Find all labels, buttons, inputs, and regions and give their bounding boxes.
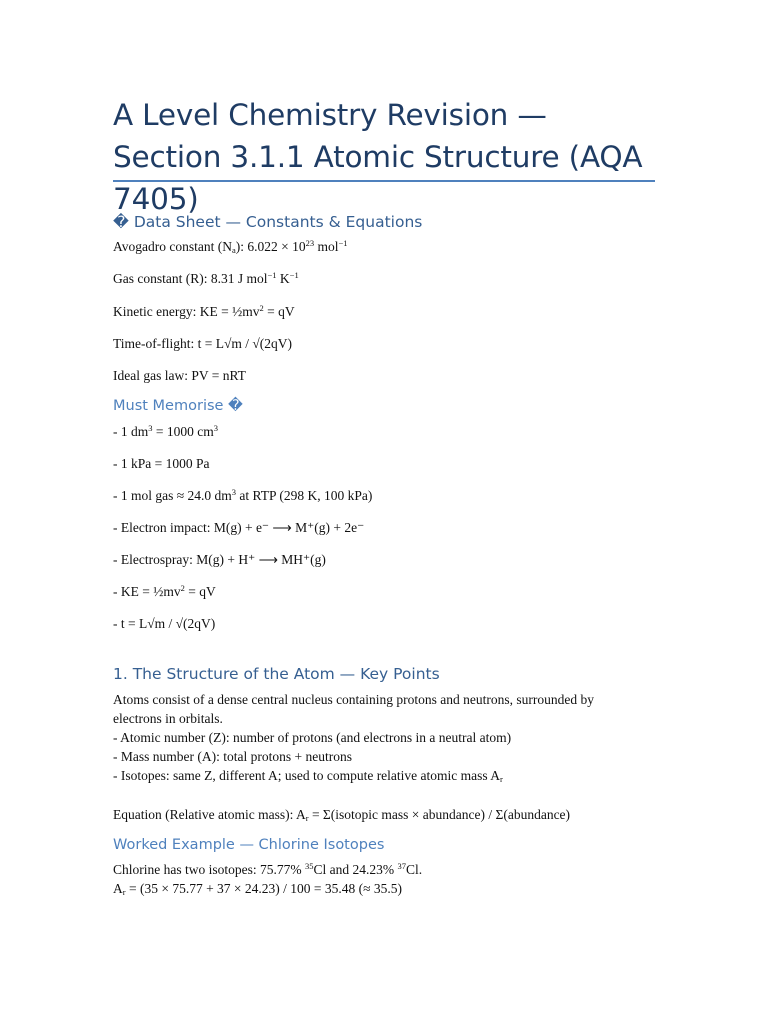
section1-heading: 1. The Structure of the Atom — Key Points [113,665,440,683]
relative-atomic-mass-equation: Equation (Relative atomic mass): $A_r$ = Σ(isotopic mass × abundance) / Σ(abundance) [113,807,571,823]
time-of-flight-line: Time-of-flight: t = L√m / √(2qV) [113,336,293,351]
chlorine-ar-calculation: $A_r = (35 \times 75.77 + 37 \times 24.23) / 100 = 35.48$ (≈ 35.5) [113,881,403,897]
mass-number-bullet: - Mass number (A): total protons + neutrons [113,749,352,764]
intro-line-2: electrons in orbitals. [113,711,223,726]
kinetic-energy-line: Kinetic energy: KE = $\frac{1}{2}mv^2$ = qV [113,303,295,319]
kpa-line: - 1 kPa = 1000 Pa [113,456,210,471]
dm3-line: - 1 $dm^3 = 1000$ $cm^3$ [113,423,218,439]
title-divider [113,180,655,182]
isotopes-bullet: - Isotopes: same Z, different A; used to compute relative atomic mass $A_r$ [113,768,503,784]
gas-constant-line: Gas constant (R): 8.31 J mol$^{-1}$ $K^{-1}$ [113,270,299,286]
ke-line: - KE = $\frac{1}{2}mv^2$ = qV [113,583,216,599]
ideal-gas-line: Ideal gas law: PV = nRT [113,368,246,383]
t-line: - t = L√m / √(2qV) [113,616,216,631]
electron-impact-line: - Electron impact: M(g) + e⁻ ⟶ M⁺(g) + 2e⁻ [113,520,365,535]
worked-example-heading: Worked Example — Chlorine Isotopes [113,837,385,853]
electrospray-line: - Electrospray: M(g) + H⁺ ⟶ MH⁺(g) [113,552,326,567]
mol-gas-line: - 1 mol gas ≈ 24.0 $dm^3$ at RTP (298 K, 100 kPa) [113,487,373,503]
intro-line-1: Atoms consist of a dense central nucleus containing protons and neutrons, surrounded by [113,692,595,707]
data-sheet-heading: � Data Sheet — Constants & Equations [113,213,423,231]
chlorine-isotopes-line: Chlorine has two isotopes: 75.77% $^{35}$Cl and 24.23% $^{37}$Cl. [113,861,423,877]
page-title: A Level Chemistry Revision — Section 3.1.1 Atomic Structure (AQA 7405) [113,98,643,216]
avogadro-line: Avogadro constant $(N_a)$: $6.022 \times 10^{23}$ mol$^{-1}$ [113,238,348,255]
atomic-number-bullet: - Atomic number (Z): number of protons (and electrons in a neutral atom) [113,730,512,745]
memorise-heading: Must Memorise � [113,398,243,414]
